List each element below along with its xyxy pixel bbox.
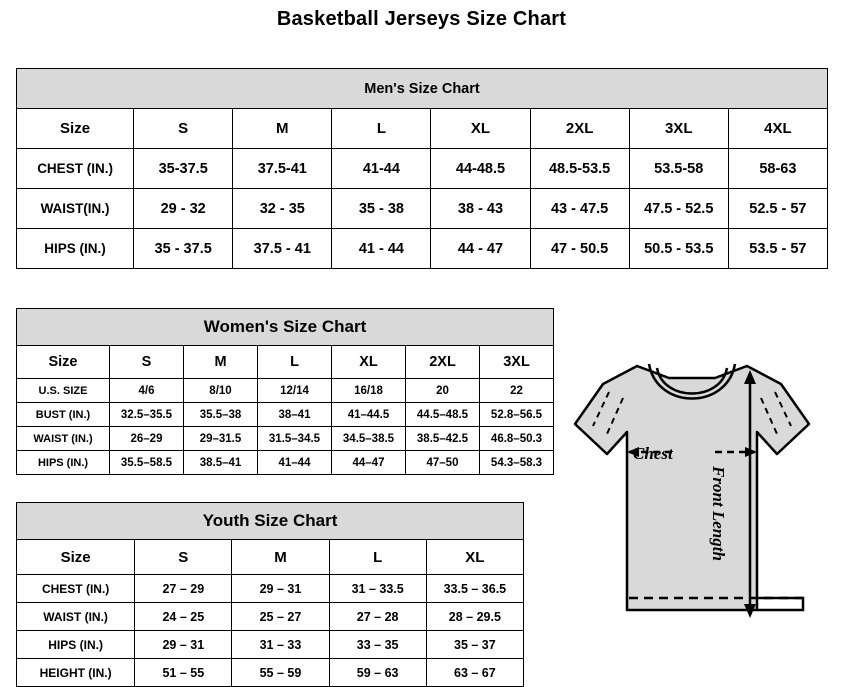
column-header-m: M [233, 109, 332, 149]
row-label: HIPS (IN.) [17, 451, 110, 475]
table-cell: 29 – 31 [232, 575, 329, 603]
table-caption-row [17, 69, 828, 109]
table-cell: 29–31.5 [184, 427, 258, 451]
row-label: WAIST (IN.) [17, 603, 135, 631]
womens-size-chart-table [16, 308, 554, 475]
youth-chart-caption: Youth Size Chart [17, 503, 524, 540]
table-cell: 29 - 32 [134, 189, 233, 229]
table-cell: 27 – 29 [135, 575, 232, 603]
table-cell: 37.5 - 41 [233, 229, 332, 269]
table-cell: 47 - 50.5 [530, 229, 629, 269]
jersey-measurement-diagram [545, 348, 835, 678]
table-cell: 53.5 - 57 [728, 229, 827, 269]
table-cell: 44 - 47 [431, 229, 530, 269]
column-header-l: L [332, 109, 431, 149]
table-cell: 63 – 67 [426, 659, 523, 687]
table-cell: 31 – 33 [232, 631, 329, 659]
table-cell: 48.5-53.5 [530, 149, 629, 189]
table-cell: 41 - 44 [332, 229, 431, 269]
table-cell: 35.5–58.5 [110, 451, 184, 475]
table-cell: 31 – 33.5 [329, 575, 426, 603]
table-cell: 35 – 37 [426, 631, 523, 659]
table-row [17, 403, 554, 427]
table-caption-row [17, 503, 524, 540]
column-header-size: Size [17, 109, 134, 149]
womens-chart-caption: Women's Size Chart [17, 309, 554, 346]
table-cell: 4/6 [110, 379, 184, 403]
table-cell: 44–47 [332, 451, 406, 475]
table-cell: 58-63 [728, 149, 827, 189]
table-header-row [17, 346, 554, 379]
table-cell: 25 – 27 [232, 603, 329, 631]
column-header-size: Size [17, 540, 135, 575]
row-label: WAIST (IN.) [17, 427, 110, 451]
table-cell: 32.5–35.5 [110, 403, 184, 427]
column-header-m: M [232, 540, 329, 575]
column-header-2xl: 2XL [406, 346, 480, 379]
jersey-shirt-icon [545, 348, 835, 648]
column-header-l: L [329, 540, 426, 575]
table-cell: 46.8–50.3 [480, 427, 554, 451]
row-label: HIPS (IN.) [17, 229, 134, 269]
row-label: U.S. SIZE [17, 379, 110, 403]
table-cell: 22 [480, 379, 554, 403]
table-cell: 54.3–58.3 [480, 451, 554, 475]
table-cell: 28 – 29.5 [426, 603, 523, 631]
row-label: WAIST(IN.) [17, 189, 134, 229]
table-row [17, 603, 524, 631]
table-cell: 35-37.5 [134, 149, 233, 189]
table-cell: 53.5-58 [629, 149, 728, 189]
table-cell: 12/14 [258, 379, 332, 403]
table-row [17, 427, 554, 451]
table-cell: 31.5–34.5 [258, 427, 332, 451]
table-row [17, 451, 554, 475]
row-label: HIPS (IN.) [17, 631, 135, 659]
hem-extension [757, 598, 803, 610]
table-caption-row [17, 309, 554, 346]
chest-measure-label: Chest [633, 444, 673, 463]
table-cell: 50.5 - 53.5 [629, 229, 728, 269]
mens-chart-caption: Men's Size Chart [17, 69, 828, 109]
column-header-s: S [110, 346, 184, 379]
table-cell: 37.5-41 [233, 149, 332, 189]
row-label: CHEST (IN.) [17, 575, 135, 603]
column-header-l: L [258, 346, 332, 379]
table-cell: 34.5–38.5 [332, 427, 406, 451]
table-row [17, 189, 828, 229]
table-cell: 52.8–56.5 [480, 403, 554, 427]
table-cell: 38 - 43 [431, 189, 530, 229]
table-cell: 43 - 47.5 [530, 189, 629, 229]
table-row [17, 659, 524, 687]
table-cell: 55 – 59 [232, 659, 329, 687]
table-cell: 41–44.5 [332, 403, 406, 427]
table-cell: 38.5–42.5 [406, 427, 480, 451]
column-header-m: M [184, 346, 258, 379]
table-row [17, 631, 524, 659]
table-row [17, 379, 554, 403]
table-cell: 24 – 25 [135, 603, 232, 631]
column-header-4xl: 4XL [728, 109, 827, 149]
table-cell: 35 - 38 [332, 189, 431, 229]
table-cell: 41–44 [258, 451, 332, 475]
table-cell: 41-44 [332, 149, 431, 189]
column-header-s: S [134, 109, 233, 149]
table-row [17, 229, 828, 269]
table-row [17, 149, 828, 189]
table-cell: 32 - 35 [233, 189, 332, 229]
table-cell: 29 – 31 [135, 631, 232, 659]
table-cell: 20 [406, 379, 480, 403]
row-label: CHEST (IN.) [17, 149, 134, 189]
table-cell: 47.5 - 52.5 [629, 189, 728, 229]
shirt-outline [575, 366, 809, 610]
table-header-row [17, 540, 524, 575]
column-header-xl: XL [426, 540, 523, 575]
table-cell: 33.5 – 36.5 [426, 575, 523, 603]
table-cell: 52.5 - 57 [728, 189, 827, 229]
column-header-s: S [135, 540, 232, 575]
table-cell: 59 – 63 [329, 659, 426, 687]
table-cell: 16/18 [332, 379, 406, 403]
table-cell: 38.5–41 [184, 451, 258, 475]
table-row [17, 575, 524, 603]
table-header-row [17, 109, 828, 149]
table-cell: 27 – 28 [329, 603, 426, 631]
mens-size-chart-table [16, 68, 828, 269]
row-label: HEIGHT (IN.) [17, 659, 135, 687]
table-cell: 47–50 [406, 451, 480, 475]
table-cell: 35 - 37.5 [134, 229, 233, 269]
table-cell: 38–41 [258, 403, 332, 427]
table-cell: 44.5–48.5 [406, 403, 480, 427]
table-cell: 44-48.5 [431, 149, 530, 189]
column-header-3xl: 3XL [480, 346, 554, 379]
page-title: Basketball Jerseys Size Chart [276, 8, 567, 30]
front-length-measure-label: Front Length [709, 466, 728, 561]
column-header-xl: XL [431, 109, 530, 149]
table-cell: 33 – 35 [329, 631, 426, 659]
column-header-size: Size [17, 346, 110, 379]
row-label: BUST (IN.) [17, 403, 110, 427]
table-cell: 26–29 [110, 427, 184, 451]
youth-size-chart-table [16, 502, 524, 687]
column-header-2xl: 2XL [530, 109, 629, 149]
column-header-xl: XL [332, 346, 406, 379]
table-cell: 35.5–38 [184, 403, 258, 427]
column-header-3xl: 3XL [629, 109, 728, 149]
table-cell: 8/10 [184, 379, 258, 403]
table-cell: 51 – 55 [135, 659, 232, 687]
